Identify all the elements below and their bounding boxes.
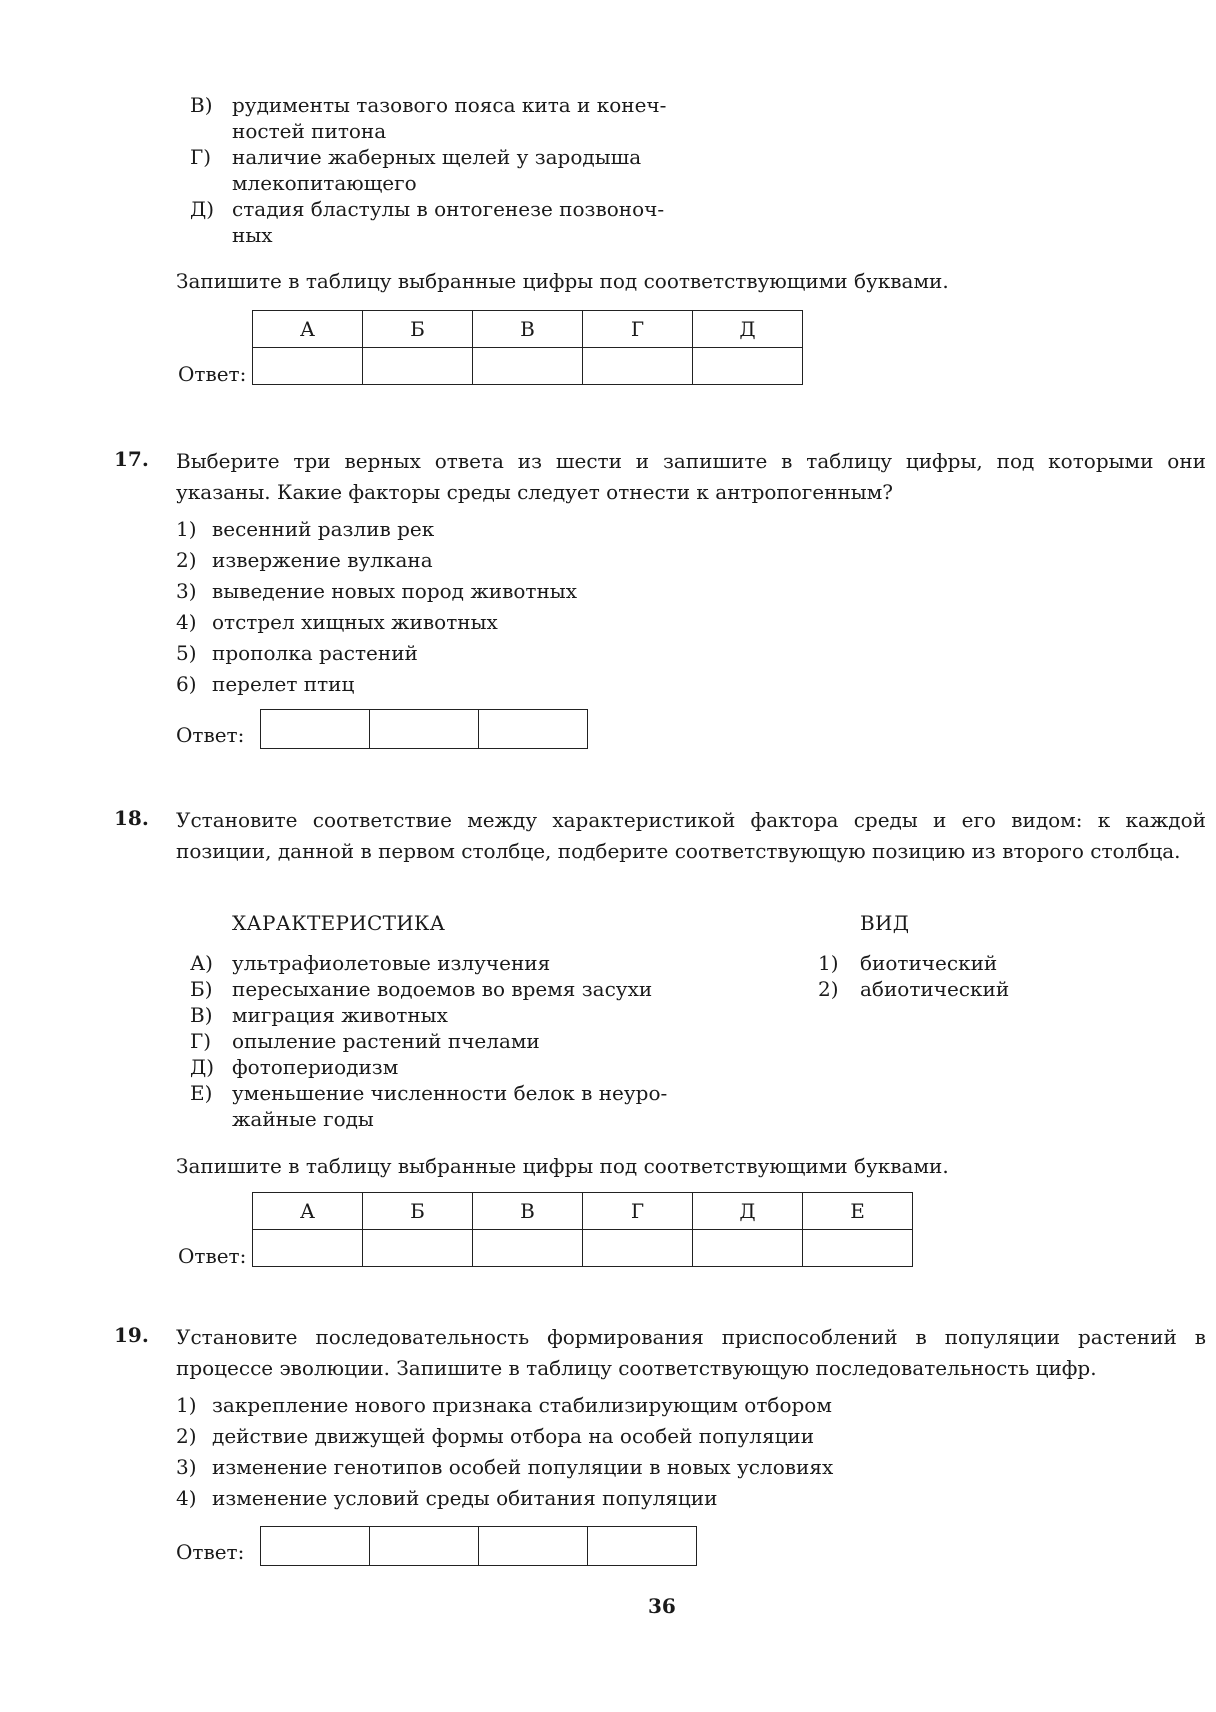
q18-answer-table: [252, 1192, 913, 1267]
q16-answer-cell[interactable]: [253, 348, 363, 385]
q16-item-v: В) рудименты тазового пояса кита и конеч-: [190, 93, 667, 117]
q18-answer-cell[interactable]: [583, 1230, 693, 1267]
q16-header-cell: Д: [693, 311, 803, 348]
q17-option: 2) извержение вулкана: [176, 548, 433, 572]
q19-answer-cell[interactable]: [370, 1527, 479, 1566]
q17-option: 1) весенний разлив рек: [176, 517, 435, 541]
q18-col2-header: ВИД: [860, 911, 910, 935]
q18-header-cell: А: [253, 1193, 363, 1230]
q16-header-cell: В: [473, 311, 583, 348]
q16-answer-cell[interactable]: [473, 348, 583, 385]
q16-answer-label: Ответ:: [178, 362, 247, 386]
q16-instruction: Запишите в таблицу выбранные цифры под соответствующими буквами.: [176, 269, 949, 293]
q17-answer-label: Ответ:: [176, 723, 245, 747]
q18-header-cell: Е: [803, 1193, 913, 1230]
q16-answer-cell[interactable]: [693, 348, 803, 385]
q18-kind: 1) биотический: [818, 951, 998, 975]
q16-item-d: Д) стадия бластулы в онтогенезе позвоноч-: [190, 197, 665, 221]
q16-answer-cell[interactable]: [583, 348, 693, 385]
q18-col1-header: ХАРАКТЕРИСТИКА: [232, 911, 446, 935]
q18-header-cell: Д: [693, 1193, 803, 1230]
q17-answer-cell[interactable]: [479, 710, 588, 749]
q17-answer-cell[interactable]: [261, 710, 370, 749]
q18-answer-cell[interactable]: [253, 1230, 363, 1267]
q16-item-g-cont: млекопитающего: [232, 171, 417, 195]
q19-option: 3) изменение генотипов особей популяции в новых условиях: [176, 1455, 834, 1479]
q17-text: Выберите три верных ответа из шести и запишите в таблицу цифры, под которыми они указаны. Какие факторы среды следует отнести к антропогенным?: [176, 449, 1206, 504]
q16-header-cell: А: [253, 311, 363, 348]
q16-answer-table: [252, 310, 803, 385]
q18-answer-cell[interactable]: [363, 1230, 473, 1267]
q19-answer-label: Ответ:: [176, 1540, 245, 1564]
q19-number: 19.: [114, 1323, 149, 1347]
q18-characteristic-cont: жайные годы: [232, 1107, 374, 1131]
q16-item-v-cont: ностей питона: [232, 119, 387, 143]
q18-kind: 2) абиотический: [818, 977, 1010, 1001]
q18-characteristic: В) миграция животных: [190, 1003, 448, 1027]
q19-answer-table: [260, 1526, 697, 1566]
q17-number: 17.: [114, 447, 149, 471]
q18-header-cell: Б: [363, 1193, 473, 1230]
q19-answer-cell[interactable]: [261, 1527, 370, 1566]
q18-characteristic: А) ультрафиолетовые излучения: [190, 951, 551, 975]
q18-instruction: Запишите в таблицу выбранные цифры под соответствующими буквами.: [176, 1154, 949, 1178]
q16-header-cell: Г: [583, 311, 693, 348]
q19-option: 1) закрепление нового признака стабилизирующим отбором: [176, 1393, 832, 1417]
q18-answer-label: Ответ:: [178, 1244, 247, 1268]
q18-text: Установите соответствие между характеристикой фактора среды и его видом: к каждой позиции, данной в первом столбце, подберите соответствующую позицию из второго столбца.: [176, 808, 1206, 863]
q17-option: 6) перелет птиц: [176, 672, 355, 696]
q17-option: 3) выведение новых пород животных: [176, 579, 577, 603]
q18-characteristic: Б) пересыхание водоемов во время засухи: [190, 977, 653, 1001]
q18-characteristic: Г) опыление растений пчелами: [190, 1029, 540, 1053]
q18-characteristic: Е) уменьшение численности белок в неуро-: [190, 1081, 668, 1105]
q17-answer-cell[interactable]: [370, 710, 479, 749]
q19-option: 2) действие движущей формы отбора на особей популяции: [176, 1424, 815, 1448]
q18-answer-cell[interactable]: [803, 1230, 913, 1267]
q18-answer-cell[interactable]: [693, 1230, 803, 1267]
q18-number: 18.: [114, 806, 149, 830]
q18-answer-cell[interactable]: [473, 1230, 583, 1267]
q19-option: 4) изменение условий среды обитания популяции: [176, 1486, 718, 1510]
q19-text: Установите последовательность формирования приспособлений в популяции растений в процессе эволюции. Запишите в таблицу соответствующую последовательность цифр.: [176, 1325, 1206, 1380]
q17-option: 4) отстрел хищных животных: [176, 610, 498, 634]
q16-item-d-cont: ных: [232, 223, 273, 247]
q16-header-cell: Б: [363, 311, 473, 348]
q19-answer-cell[interactable]: [588, 1527, 697, 1566]
q16-item-g: Г) наличие жаберных щелей у зародыша: [190, 145, 642, 169]
q19-answer-cell[interactable]: [479, 1527, 588, 1566]
q16-answer-cell[interactable]: [363, 348, 473, 385]
q17-answer-table: [260, 709, 588, 749]
q18-header-cell: В: [473, 1193, 583, 1230]
q18-header-cell: Г: [583, 1193, 693, 1230]
q17-option: 5) прополка растений: [176, 641, 418, 665]
page-number: 36: [648, 1594, 676, 1618]
q18-characteristic: Д) фотопериодизм: [190, 1055, 399, 1079]
